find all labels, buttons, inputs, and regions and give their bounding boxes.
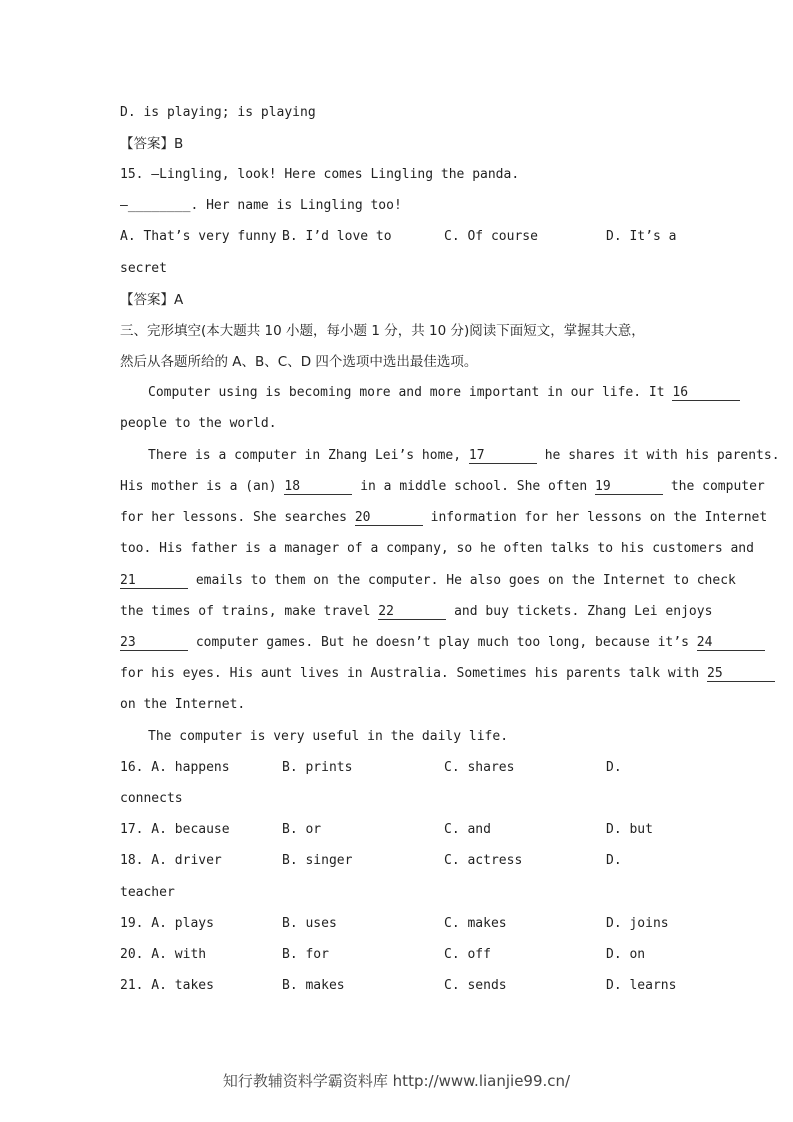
- option-a: 18. A. driver: [120, 853, 222, 868]
- blank-25: 25: [707, 667, 775, 682]
- q14-answer: 【答案】B: [120, 136, 184, 152]
- blank-24: 24: [697, 636, 765, 651]
- dash: —: [120, 198, 128, 213]
- q15-option-c: C. Of course: [444, 229, 538, 244]
- section3-instructions-line1: 三、完形填空(本大题共 10 小题，每小题 1 分，共 10 分)阅读下面短文，掌握其大意，: [120, 323, 645, 339]
- passage-p2-line3: [120, 510, 768, 526]
- option-d-wrap: connects: [120, 791, 183, 806]
- passage-p2-line5: [120, 573, 736, 589]
- passage-p2-line7: [120, 635, 713, 651]
- text: His mother is a (an): [120, 479, 277, 494]
- section3-instructions-line2: 然后从各题所给的 A、B、C、D 四个选项中选出最佳选项。: [120, 354, 478, 370]
- text: information for her lessons on the Internet: [430, 510, 768, 525]
- passage-p1-line1: [148, 385, 689, 401]
- option-d-wrap: teacher: [120, 885, 175, 900]
- text: the computer: [670, 479, 765, 494]
- text: the times of trains, make travel: [120, 604, 371, 619]
- blank-18: 18: [284, 480, 352, 495]
- q15-option-b: B. I’d love to: [282, 229, 392, 244]
- q15-stem-rest: . Her name is Lingling too!: [190, 198, 402, 213]
- passage-p1-line2: people to the world.: [120, 416, 277, 431]
- option-d: D. on: [606, 947, 646, 962]
- text: he shares it with his parents.: [544, 448, 780, 463]
- option-d: D.: [606, 853, 622, 868]
- blank-21: 21: [120, 574, 188, 589]
- option-c: C. makes: [444, 916, 507, 931]
- blank-23: 23: [120, 636, 188, 651]
- text: There is a computer in Zhang Lei’s home,: [148, 448, 462, 463]
- option-b: B. uses: [282, 916, 337, 931]
- text: emails to them on the computer. He also goes on the Internet to check: [195, 573, 736, 588]
- option-c: C. off: [444, 947, 491, 962]
- option-b: B. singer: [282, 853, 353, 868]
- q15-stem-line1: 15. —Lingling, look! Here comes Lingling the panda.: [120, 167, 520, 182]
- option-b: B. makes: [282, 978, 345, 993]
- option-c: C. shares: [444, 760, 515, 775]
- passage-p2-line9: on the Internet.: [120, 697, 246, 712]
- q15-option-d-wrap: secret: [120, 261, 167, 276]
- option-c: C. actress: [444, 853, 523, 868]
- text: for her lessons. She searches: [120, 510, 347, 525]
- option-d: D. but: [606, 822, 653, 837]
- option-b: B. or: [282, 822, 322, 837]
- option-d: D. learns: [606, 978, 677, 993]
- option-a: 20. A. with: [120, 947, 207, 962]
- passage-p2-line1: [148, 448, 780, 464]
- blank-19: 19: [595, 480, 663, 495]
- passage-p2-line4: too. His father is a manager of a company, so he often talks to his customers and: [120, 541, 754, 556]
- blank-17: 17: [469, 449, 537, 464]
- option-c: C. and: [444, 822, 491, 837]
- text: for his eyes. His aunt lives in Australia. Sometimes his parents talk with: [120, 666, 700, 681]
- q15-option-d: D. It’s a: [606, 229, 677, 244]
- passage-p2-line8: [120, 666, 723, 682]
- option-a: 19. A. plays: [120, 916, 214, 931]
- passage-p2-line2: [120, 479, 765, 495]
- option-b: B. for: [282, 947, 329, 962]
- blank-22: 22: [378, 605, 446, 620]
- option-a: 21. A. takes: [120, 978, 214, 993]
- option-d: D.: [606, 760, 622, 775]
- text: and buy tickets. Zhang Lei enjoys: [454, 604, 713, 619]
- blank-20: 20: [355, 511, 423, 526]
- option-a: 16. A. happens: [120, 760, 230, 775]
- text: in a middle school. She often: [360, 479, 588, 494]
- q15-answer: 【答案】A: [120, 292, 184, 308]
- option-d: D. joins: [606, 916, 669, 931]
- option-b: B. prints: [282, 760, 353, 775]
- option-a: 17. A. because: [120, 822, 230, 837]
- text: Computer using is becoming more and more important in our life. It: [148, 385, 665, 400]
- passage-p2-line6: [120, 604, 713, 620]
- q14-option-d: D. is playing; is playing: [120, 105, 316, 120]
- option-c: C. sends: [444, 978, 507, 993]
- text: computer games. But he doesn’t play much too long, because it’s: [195, 635, 689, 650]
- q15-option-a: A. That’s very funny: [120, 229, 277, 244]
- footer-watermark: 知行教辅资料学霸资料库 http://www.lianjie99.cn/: [222, 1072, 571, 1090]
- q15-stem-line2: [120, 198, 676, 214]
- q15-blank: ________: [127, 198, 191, 213]
- blank-16: 16: [672, 386, 740, 401]
- passage-p3: The computer is very useful in the daily life.: [148, 729, 509, 744]
